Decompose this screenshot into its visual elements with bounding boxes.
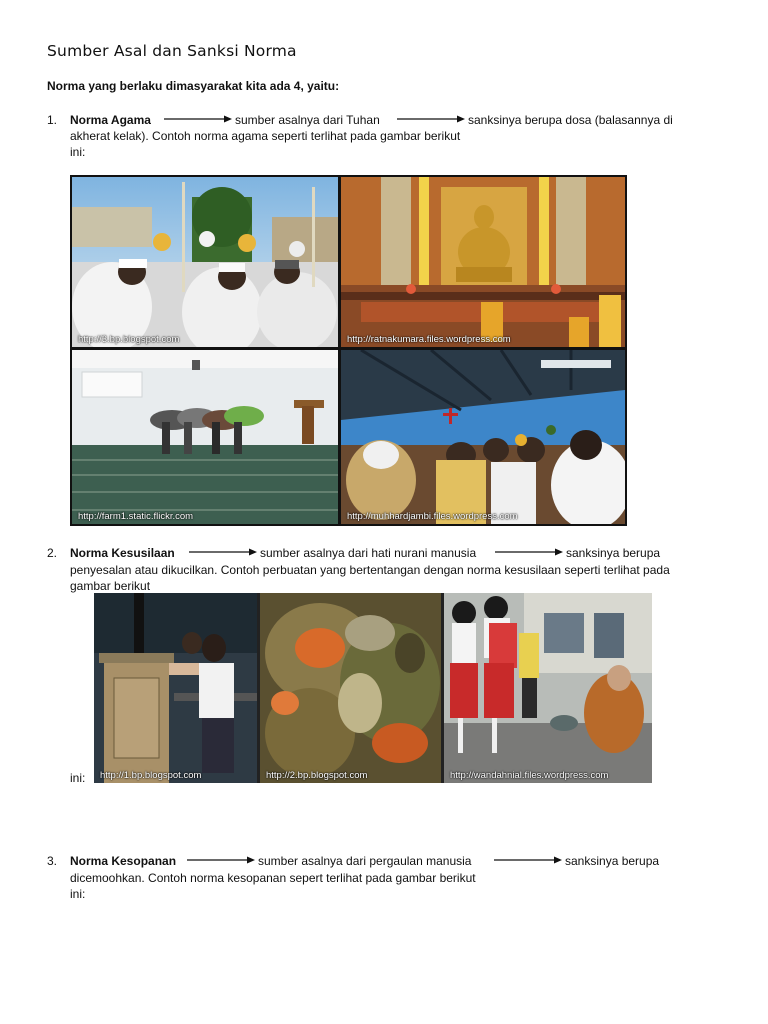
section1-source: sumber asalnya dari Tuhan [235,113,380,127]
photo-caption: http://2.bp.blogspot.com [266,770,368,781]
photo-caption: http://3.bp.blogspot.com [78,334,180,345]
section1-sanction: sanksinya berupa dosa (balasannya di [468,113,673,127]
intro-text: Norma yang berlaku dimasyarakat kita ada 4, yaitu: [47,79,340,93]
section2-source: sumber asalnya dari hati nurani manusia [260,546,477,560]
arrow-icon [397,114,465,124]
arrow-icon [495,547,563,557]
section3-source: sumber asalnya dari pergaulan manusia [258,854,472,868]
section1-name: Norma Agama [70,113,151,127]
section2-line3: gambar berikut [70,579,151,593]
photo-bali-ceremony [72,177,338,347]
section3-line2: dicemoohkan. Contoh norma kesopanan sepert terlihat pada gambar berikut [70,871,476,885]
arrow-icon [187,855,255,865]
section3-line3: ini: [70,887,86,901]
section2-line4: ini: [70,771,86,785]
norma-kesusilaan-photo-strip [94,593,652,783]
section2-line2: penyesalan atau dikucilkan. Contoh perbuatan yang bertentangan dengan norma kesusilaan seperti terlihat pada [70,563,670,577]
section1-number: 1. [47,113,58,127]
section2-sanction: sanksinya berupa [566,546,661,560]
photo-caption: http://wandahnial.files.wordpress.com [450,770,609,781]
norma-agama-photo-grid [70,175,627,526]
section1-line2: akherat kelak). Contoh norma agama seperti terlihat pada gambar berikut [70,129,461,143]
photo-caption: http://1.bp.blogspot.com [100,770,202,781]
photo-couple-balcony [94,593,257,783]
section1-line3: ini: [70,145,86,159]
arrow-icon [494,855,562,865]
photo-students-street [444,593,652,783]
page-title: Sumber Asal dan Sanksi Norma [47,42,297,60]
photo-buddhist-temple [341,177,625,347]
section2-number: 2. [47,546,58,560]
photo-caption: http://farm1.static.flickr.com [78,511,194,522]
photo-caption: http://ratnakumara.files.wordpress.com [347,334,511,345]
section3-sanction: sanksinya berupa [565,854,660,868]
arrow-icon [189,547,257,557]
section2-name: Norma Kesusilaan [70,546,175,560]
section3-number: 3. [47,854,58,868]
photo-caption: http://muhhardjambi.files.wordpress.com [347,511,518,522]
section3-name: Norma Kesopanan [70,854,177,868]
photo-mosque-prayer [72,350,338,524]
photo-wrapped-figure [260,593,441,783]
arrow-icon [164,114,232,124]
photo-church-service [341,350,625,524]
